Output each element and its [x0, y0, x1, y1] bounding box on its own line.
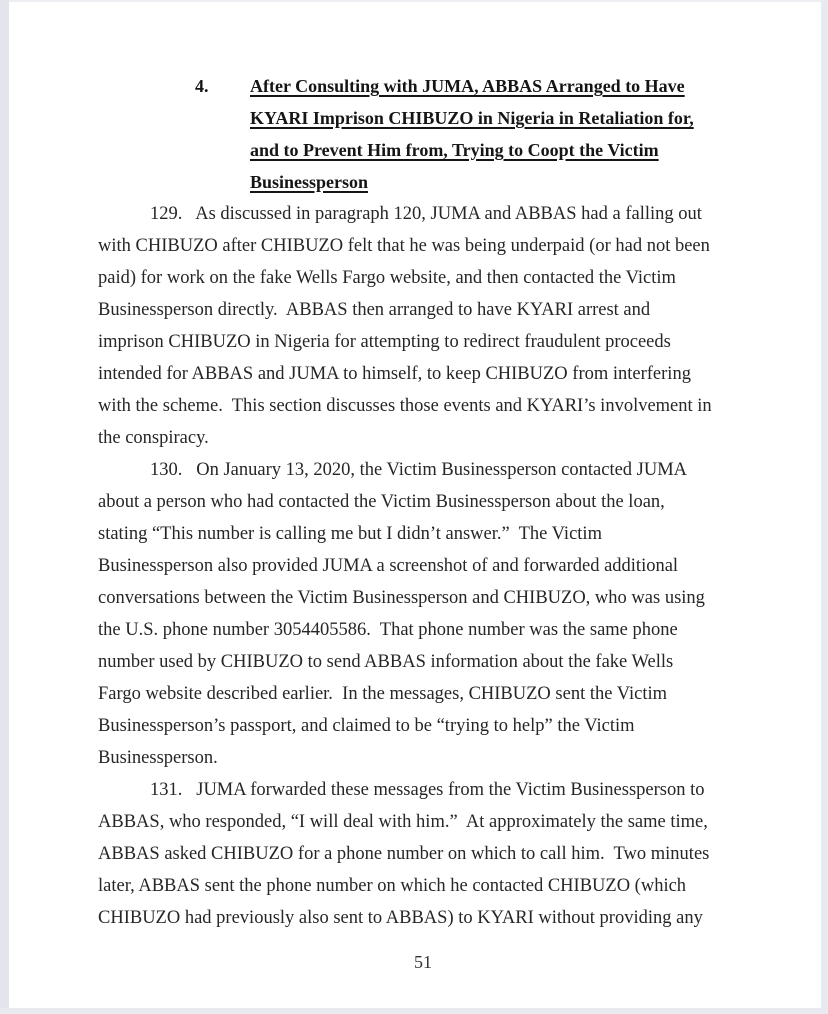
section-heading-line: Businessperson — [250, 172, 369, 192]
paragraph-130-line: conversations between the Victim Businessperson and CHIBUZO, who was using — [98, 588, 705, 608]
paragraph-130-line: stating “This number is calling me but I didn’t answer.” The Victim — [98, 524, 602, 544]
paragraph-130-line: about a person who had contacted the Victim Businessperson about the loan, — [98, 492, 665, 512]
page-edge-top — [0, 0, 828, 2]
paragraph-130-line: Businessperson’s passport, and claimed to be “trying to help” the Victim — [98, 716, 635, 736]
section-heading-line: After Consulting with JUMA, ABBAS Arranged to Have — [250, 76, 685, 96]
page-edge-bottom — [0, 1008, 828, 1014]
page-edge-left — [0, 0, 9, 1014]
paragraph-131-line: CHIBUZO had previously also sent to ABBAS) to KYARI without providing any — [98, 908, 703, 928]
paragraph-130-line: Businessperson. — [98, 748, 218, 768]
page-number: 51 — [414, 952, 432, 972]
section-heading — [195, 70, 748, 198]
paragraph-131 — [98, 774, 748, 934]
paragraph-129-line: with CHIBUZO after CHIBUZO felt that he was being underpaid (or had not been — [98, 236, 710, 256]
section-heading-line: KYARI Imprison CHIBUZO in Nigeria in Retaliation for, — [250, 108, 694, 128]
paragraph-131-line: later, ABBAS sent the phone number on which he contacted CHIBUZO (which — [98, 876, 687, 896]
paragraph-129-line: 129. As discussed in paragraph 120, JUMA and ABBAS had a falling out — [150, 204, 702, 224]
section-heading-number: 4. — [195, 76, 209, 96]
paragraph-131-line: ABBAS asked CHIBUZO for a phone number on which to call him. Two minutes — [98, 844, 710, 864]
section-heading-line: and to Prevent Him from, Trying to Coopt the Victim — [250, 140, 659, 160]
page-content — [98, 70, 748, 973]
paragraph-131-line: 131. JUMA forwarded these messages from the Victim Businessperson to — [150, 780, 705, 800]
paragraph-129-line: intended for ABBAS and JUMA to himself, to keep CHIBUZO from interfering — [98, 364, 691, 384]
paragraph-129-line: Businessperson directly. ABBAS then arranged to have KYARI arrest and — [98, 300, 651, 320]
paragraph-129 — [98, 198, 748, 454]
paragraph-130-line: number used by CHIBUZO to send ABBAS information about the fake Wells — [98, 652, 674, 672]
paragraph-130-line: Businessperson also provided JUMA a screenshot of and forwarded additional — [98, 556, 679, 576]
section-heading-text — [250, 70, 748, 198]
page-edge-right — [821, 0, 828, 1014]
paragraph-130-line: 130. On January 13, 2020, the Victim Businessperson contacted JUMA — [150, 460, 688, 480]
paragraph-130 — [98, 454, 748, 774]
paragraph-129-line: imprison CHIBUZO in Nigeria for attempting to redirect fraudulent proceeds — [98, 332, 671, 352]
paragraph-130-line: the U.S. phone number 3054405586. That phone number was the same phone — [98, 620, 678, 640]
paragraph-129-line: paid) for work on the fake Wells Fargo website, and then contacted the Victim — [98, 268, 676, 288]
paragraph-129-line: with the scheme. This section discusses those events and KYARI’s involvement in — [98, 396, 712, 416]
paragraph-129-line: the conspiracy. — [98, 428, 209, 448]
paragraph-131-line: ABBAS, who responded, “I will deal with him.” At approximately the same time, — [98, 812, 708, 832]
paragraph-130-line: Fargo website described earlier. In the messages, CHIBUZO sent the Victim — [98, 684, 668, 704]
